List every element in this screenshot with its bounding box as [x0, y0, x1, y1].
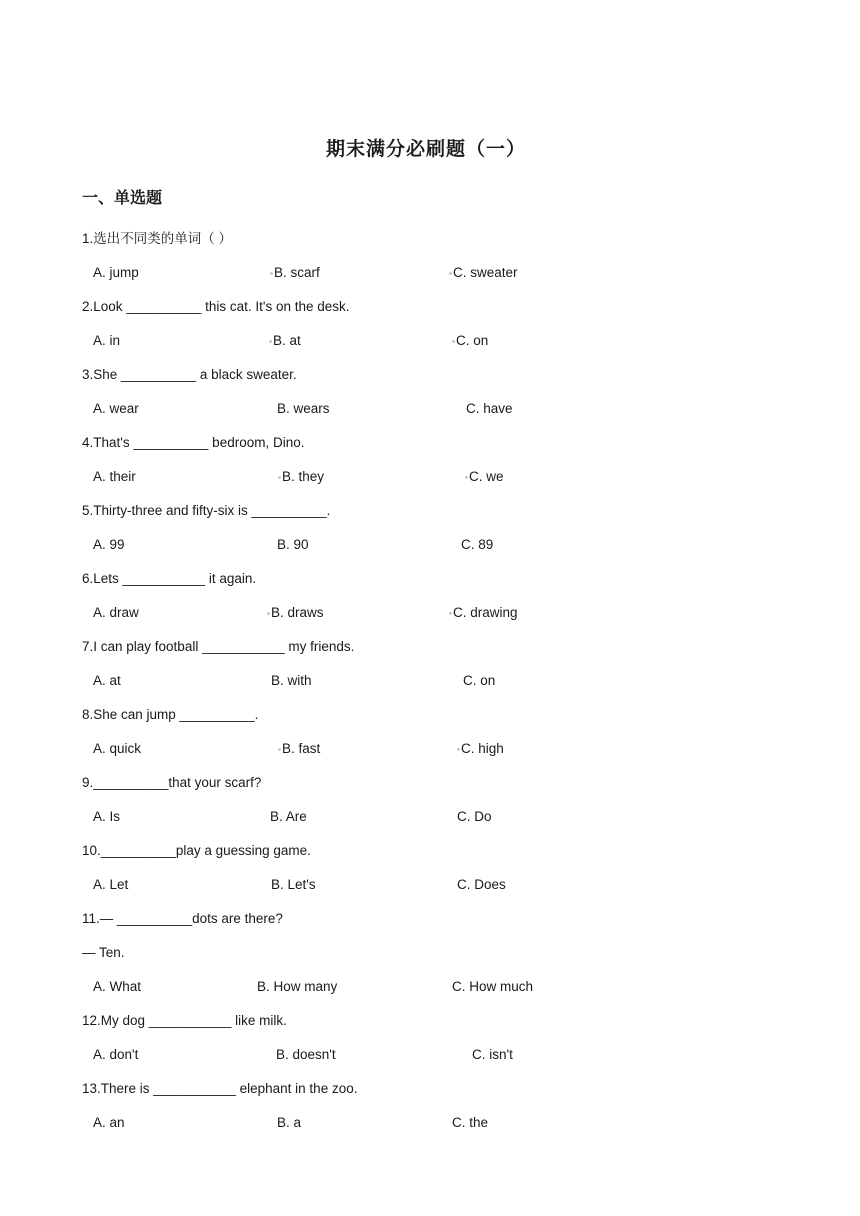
question-stem: 1.选出不同类的单词（ ） [82, 231, 233, 246]
option-b [278, 460, 324, 494]
option-b: B. Let's [271, 877, 316, 892]
option-row [82, 460, 782, 494]
option-b-label: B. at [273, 333, 301, 348]
option-b [267, 596, 324, 630]
option-row [82, 800, 782, 834]
option-row [82, 256, 782, 290]
option-a: A. quick [93, 741, 142, 756]
option-b-label: B. they [282, 469, 325, 484]
option-c-label: C. we [469, 469, 504, 484]
option-a: A. wear [93, 401, 139, 416]
option-b [270, 256, 320, 290]
option-c-label: C. high [461, 741, 504, 756]
option-c [465, 460, 504, 494]
option-b: B. 90 [277, 537, 309, 552]
option-c [449, 596, 518, 630]
option-c-label: C. drawing [453, 605, 518, 620]
bullet-mark-icon [452, 340, 455, 343]
question-stem: 10.__________play a guessing game. [82, 843, 311, 858]
option-a: A. jump [93, 265, 139, 280]
bullet-mark-icon [457, 748, 460, 751]
option-c-label: C. sweater [453, 265, 518, 280]
option-row [82, 528, 782, 562]
option-b [278, 732, 320, 766]
question-stem: 7.I can play football ___________ my friends. [82, 639, 355, 654]
option-b [269, 324, 301, 358]
option-c: C. Do [457, 809, 492, 824]
option-row [82, 868, 782, 902]
question-stem: 6.Lets ___________ it again. [82, 571, 257, 586]
question-stem: 9.__________that your scarf? [82, 775, 262, 790]
question-list [82, 222, 782, 1140]
question-stem: 13.There is ___________ elephant in the zoo. [82, 1081, 358, 1096]
question-stem: 4.That's __________ bedroom, Dino. [82, 435, 305, 450]
option-b: B. doesn't [276, 1047, 336, 1062]
option-b-label: B. scarf [274, 265, 320, 280]
option-b: B. Are [270, 809, 307, 824]
bullet-mark-icon [465, 476, 468, 479]
option-c: C. Does [457, 877, 506, 892]
bullet-mark-icon [449, 612, 452, 615]
option-c-label: C. on [456, 333, 489, 348]
question-stem: 5.Thirty-three and fifty-six is __________. [82, 503, 331, 518]
option-a: A. don't [93, 1047, 139, 1062]
option-c [452, 324, 488, 358]
option-b-label: B. fast [282, 741, 321, 756]
option-row [82, 596, 782, 630]
option-a: A. an [93, 1115, 125, 1130]
option-a: A. at [93, 673, 121, 688]
bullet-mark-icon [267, 612, 270, 615]
option-a: A. Is [93, 809, 121, 824]
option-b: B. with [271, 673, 312, 688]
option-b: B. a [277, 1115, 302, 1130]
option-a: A. in [93, 333, 121, 348]
option-row [82, 970, 782, 1004]
option-b-label: B. draws [271, 605, 324, 620]
section-heading: 一、单选题 [82, 188, 163, 207]
question-stem: 2.Look __________ this cat. It's on the desk. [82, 299, 350, 314]
option-row [82, 324, 782, 358]
bullet-mark-icon [269, 340, 272, 343]
bullet-mark-icon [278, 476, 281, 479]
bullet-mark-icon [278, 748, 281, 751]
option-c: C. the [452, 1115, 489, 1130]
question-stem: 8.She can jump __________. [82, 707, 259, 722]
page-title: 期末满分必刷题（一） [325, 138, 526, 160]
option-c [457, 732, 504, 766]
option-c: C. 89 [461, 537, 494, 552]
option-a: A. their [93, 469, 136, 484]
option-a: A. What [93, 979, 142, 994]
option-c: C. on [463, 673, 496, 688]
bullet-mark-icon [449, 272, 452, 275]
option-row [82, 664, 782, 698]
option-a: A. 99 [93, 537, 125, 552]
option-row [82, 732, 782, 766]
option-c: C. isn't [472, 1047, 513, 1062]
option-b: B. wears [277, 401, 330, 416]
question-stem: 3.She __________ a black sweater. [82, 367, 297, 382]
option-c: C. How much [452, 979, 534, 994]
question-stem: 12.My dog ___________ like milk. [82, 1013, 287, 1028]
option-row [82, 1106, 782, 1140]
option-row [82, 392, 782, 426]
question-stem: 11.— __________dots are there? [82, 911, 283, 926]
option-c [449, 256, 518, 290]
option-b: B. How many [257, 979, 338, 994]
option-c: C. have [466, 401, 513, 416]
option-a: A. draw [93, 605, 139, 620]
option-a: A. Let [93, 877, 129, 892]
bullet-mark-icon [270, 272, 273, 275]
question-stem-answer: — Ten. [82, 945, 125, 960]
option-row [82, 1038, 782, 1072]
